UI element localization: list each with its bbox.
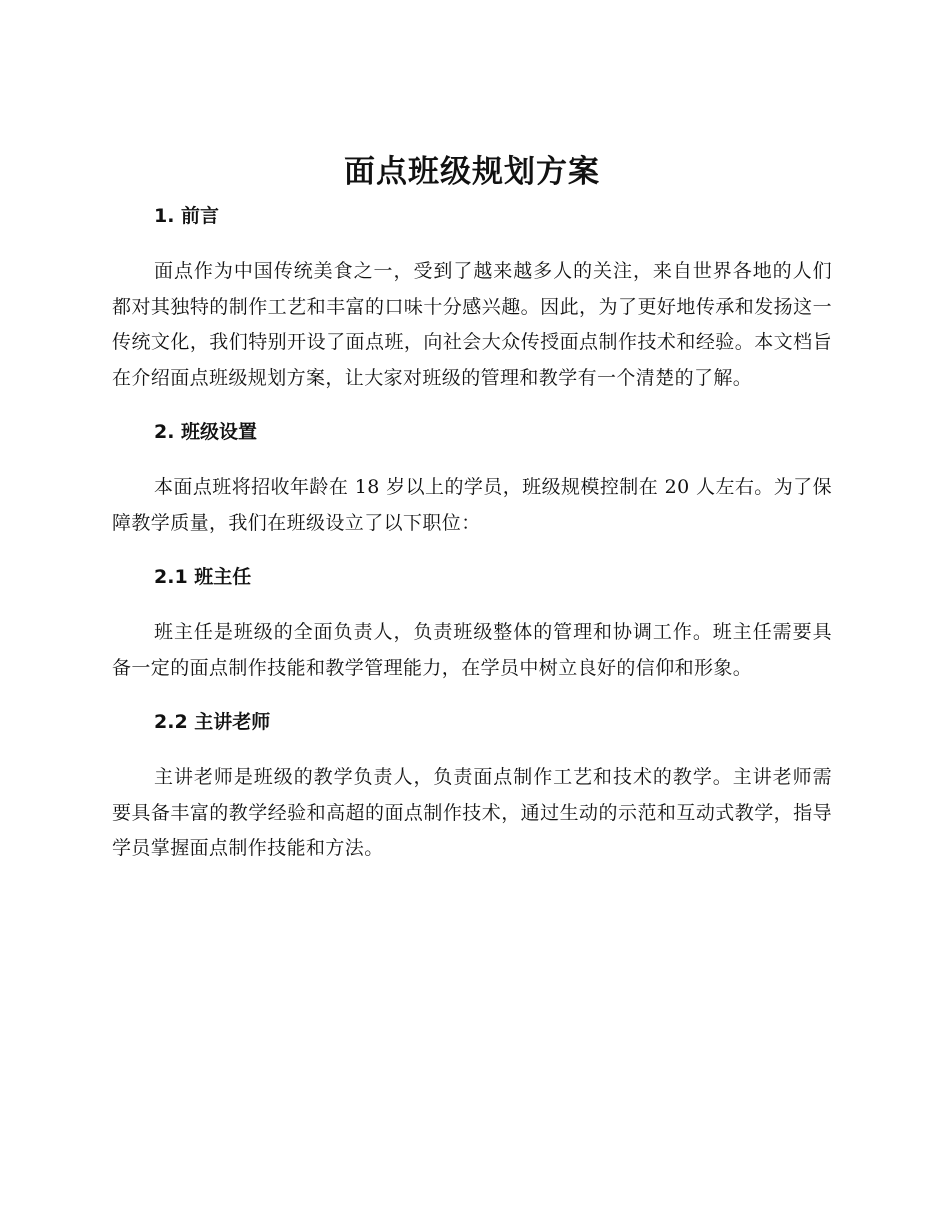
section-heading: 2. 班级设置 bbox=[154, 421, 258, 443]
section-head-teacher bbox=[112, 563, 832, 686]
section-lead-teacher bbox=[112, 708, 832, 867]
section-heading: 1. 前言 bbox=[154, 205, 220, 227]
section-heading: 2.1 班主任 bbox=[154, 566, 252, 588]
section-paragraph: 本面点班将招收年龄在 18 岁以上的学员，班级规模控制在 20 人左右。为了保障教学质量，我们在班级设立了以下职位： bbox=[112, 476, 832, 534]
section-class-setup bbox=[112, 418, 832, 541]
section-paragraph: 面点作为中国传统美食之一，受到了越来越多人的关注，来自世界各地的人们都对其独特的制作工艺和丰富的口味十分感兴趣。因此，为了更好地传承和发扬这一传统文化，我们特别开设了面点班，向社会大众传授面点制作技术和经验。本文档旨在介绍面点班级规划方案，让大家对班级的管理和教学有一个清楚的了解。 bbox=[112, 260, 832, 389]
section-paragraph: 主讲老师是班级的教学负责人，负责面点制作工艺和技术的教学。主讲老师需要具备丰富的教学经验和高超的面点制作技术，通过生动的示范和互动式教学，指导学员掌握面点制作技能和方法。 bbox=[112, 766, 832, 859]
document-title: 面点班级规划方案 bbox=[344, 154, 600, 190]
section-heading: 2.2 主讲老师 bbox=[154, 711, 271, 733]
section-paragraph: 班主任是班级的全面负责人，负责班级整体的管理和协调工作。班主任需要具备一定的面点制作技能和教学管理能力，在学员中树立良好的信仰和形象。 bbox=[112, 621, 832, 679]
section-preface bbox=[112, 202, 832, 396]
document-page bbox=[112, 150, 832, 889]
